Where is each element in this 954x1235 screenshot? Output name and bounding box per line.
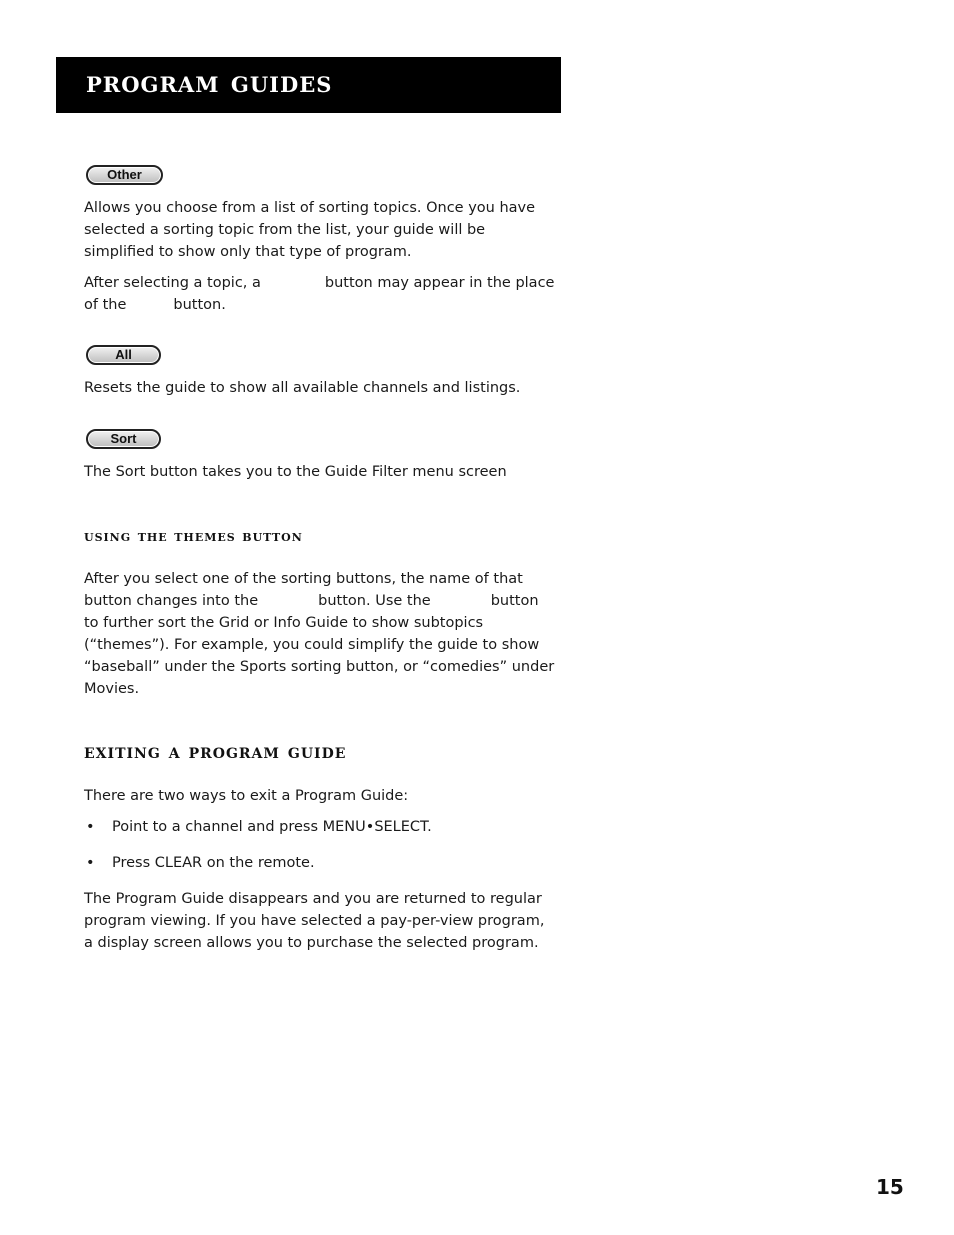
- bullet-mark: •: [86, 819, 95, 835]
- page-number: 15: [876, 1175, 904, 1199]
- themes-line1: After you select one of the sorting buttons, the name of that: [84, 571, 523, 587]
- themes-rest: to further sort the Grid or Info Guide to show subtopics (“themes”). For example, you could simplify the guide to show “baseball” under the Sports sorting button, or “comedies” under Movies.: [84, 615, 555, 697]
- other-note: [84, 272, 564, 316]
- other-button[interactable]: Other: [86, 165, 163, 185]
- bullet-text: Point to a channel and press MENU•SELECT.: [112, 819, 432, 835]
- exiting-closing: The Program Guide disappears and you are returned to regular program viewing. If you have selected a pay-per-view program, a display screen allows you to purchase the selected program.: [84, 891, 545, 951]
- sort-description: The Sort button takes you to the Guide Filter menu screen: [84, 464, 507, 480]
- other-note-part1: After selecting a topic, a: [84, 275, 261, 291]
- bullet-mark: •: [86, 855, 95, 871]
- themes-line2a: button changes into the: [84, 593, 259, 609]
- exiting-heading: exiting a program guide: [84, 739, 347, 763]
- bullet-text: Press CLEAR on the remote.: [112, 855, 315, 871]
- other-note-part2: button may appear in the place: [324, 275, 555, 291]
- page-title: program guides: [86, 65, 333, 100]
- header-banner: [56, 57, 561, 113]
- themes-body: [84, 568, 562, 700]
- themes-line2b: button. Use the: [318, 593, 431, 609]
- sort-button[interactable]: Sort: [86, 429, 161, 449]
- themes-line2c: button: [490, 593, 539, 609]
- other-note-part4: button.: [173, 297, 226, 313]
- other-note-part3: of the: [84, 297, 127, 313]
- all-button[interactable]: All: [86, 345, 161, 365]
- exiting-intro: There are two ways to exit a Program Guide:: [84, 788, 409, 804]
- themes-heading: using the themes button: [84, 526, 303, 545]
- other-description: Allows you choose from a list of sorting topics. Once you have selected a sorting topic from the list, your guide will be simplified to show only that type of program.: [84, 200, 536, 260]
- all-description: Resets the guide to show all available channels and listings.: [84, 380, 521, 396]
